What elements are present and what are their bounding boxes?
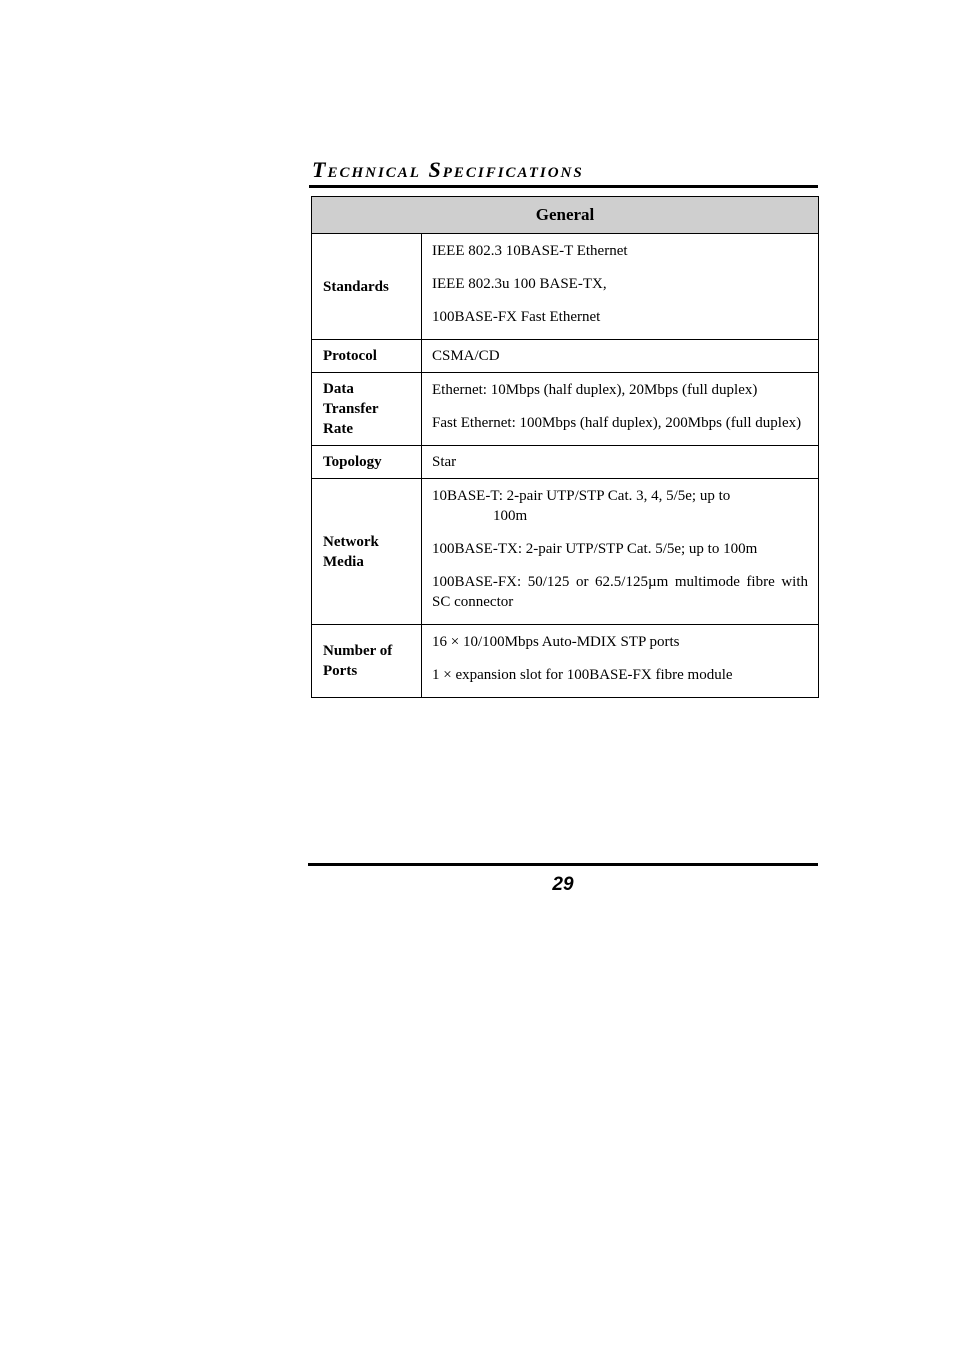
table-row	[312, 446, 819, 479]
footer-rule	[308, 863, 818, 866]
value-line: 100BASE-FX Fast Ethernet	[432, 309, 601, 325]
value-line: Ethernet: 10Mbps (half duplex), 20Mbps (full duplex)	[432, 382, 758, 398]
row-label-topology: Topology	[312, 446, 422, 479]
table-header-general: General	[312, 197, 819, 234]
row-value-network-media	[422, 479, 819, 625]
value-line: 1 × expansion slot for 100BASE-FX fibre module	[432, 667, 733, 683]
row-value-topology: Star	[422, 446, 819, 479]
value-line: 100BASE-TX: 2-pair UTP/STP Cat. 5/5e; up to 100m	[432, 541, 758, 557]
value-line: IEEE 802.3 10BASE-T Ethernet	[432, 243, 628, 259]
value-line: 16 × 10/100Mbps Auto-MDIX STP ports	[432, 634, 680, 650]
table-row	[312, 625, 819, 698]
table-row	[312, 479, 819, 625]
row-value-standards	[422, 234, 819, 340]
table-row	[312, 340, 819, 373]
value-line: Fast Ethernet: 100Mbps (half duplex), 200Mbps (full duplex)	[432, 415, 802, 431]
value-line: IEEE 802.3u 100 BASE-TX,	[432, 276, 607, 292]
table-header-row	[312, 197, 819, 234]
row-label-standards: Standards	[312, 234, 422, 340]
table-row	[312, 234, 819, 340]
row-label-data-transfer-rate: Data Transfer Rate	[312, 373, 422, 446]
title-rule	[309, 185, 818, 188]
row-label-protocol: Protocol	[312, 340, 422, 373]
row-label-number-of-ports: Number of Ports	[312, 625, 422, 698]
row-label-network-media: Network Media	[312, 479, 422, 625]
row-value-number-of-ports	[422, 625, 819, 698]
value-line	[432, 483, 808, 532]
page-number: 29	[552, 874, 574, 895]
table-row	[312, 373, 819, 446]
section-title: Technical Specifications	[312, 157, 584, 182]
specifications-table	[311, 196, 819, 698]
row-value-protocol: CSMA/CD	[422, 340, 819, 373]
value-line: 100BASE-FX: 50/125 or 62.5/125µm multimode fibre with SC connector	[432, 574, 808, 610]
value-line-text: 10BASE-T: 2-pair UTP/STP Cat. 3, 4, 5/5e; up to	[432, 488, 731, 504]
row-value-data-transfer-rate	[422, 373, 819, 446]
value-line-continuation: 100m	[493, 508, 528, 524]
